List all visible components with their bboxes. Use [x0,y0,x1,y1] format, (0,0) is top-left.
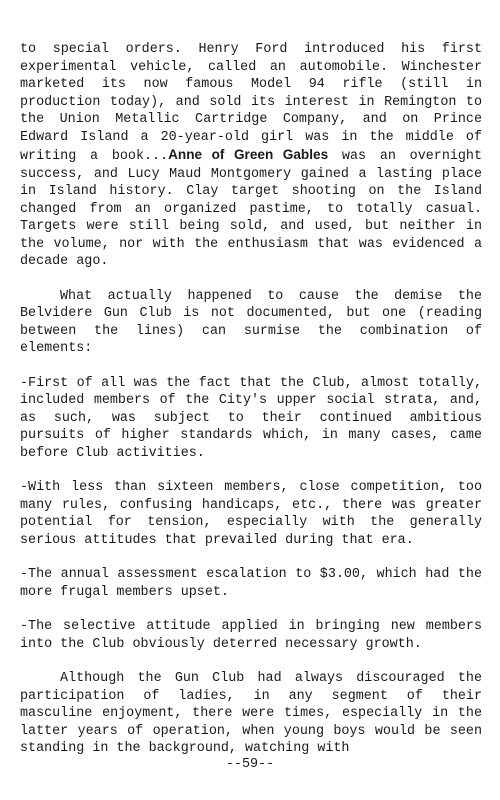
paragraph-reason-membership: -With less than sixteen members, close competition, too many rules, confusing handicaps, etc., there was greater potential for tension, especially with the generally serious attitudes that prevailed during that era. [20,480,482,548]
book-title: Anne of Green Gables [168,147,329,162]
paragraph-ladies: Although the Gun Club had always discouraged the participation of ladies, in any segment of their masculine enjoyment, there were times, especially in the latter years of operation, when young boys would be seen standing in the background, watching with [20,671,482,756]
paragraph-reason-assessment: -The annual assessment escalation to $3.00, which had the more frugal members upset. [20,567,482,600]
paragraph-text: was an overnight success, and Lucy Maud Montgomery gained a lasting place in Island history. Clay target shooting on the Island changed from an organized pastime, to totally casual. Targets were still being sold, and used, but neither in the volume, nor with the enthusiasm that was evidenced a decade ago. [20,149,482,269]
paragraph-text: to special orders. Henry Ford introduced his first experimental vehicle, called an automobile. Winchester marketed its now famous Model 94 rifle (still in production today), and sold its interest in Remington to the Union Metallic Cartridge Company, and on Prince Edward Island a 20-year-old girl was in the middle of writing a book... [20,42,482,164]
document-body [20,41,482,758]
paragraph-demise: What actually happened to cause the demise the Belvidere Gun Club is not documented, but one (reading between the lines) can surmise the combination of elements: [20,288,482,356]
paragraph-reason-social-strata: -First of all was the fact that the Club, almost totally, included members of the City's upper social strata, and, as such, was subject to their continued ambitious pursuits of higher standards which, in many cases, came before Club activities. [20,375,482,461]
paragraph-reason-selective: -The selective attitude applied in bringing new members into the Club obviously deterred necessary growth. [20,619,482,652]
paragraph-history [20,41,482,271]
page-number: --59-- [225,757,275,772]
